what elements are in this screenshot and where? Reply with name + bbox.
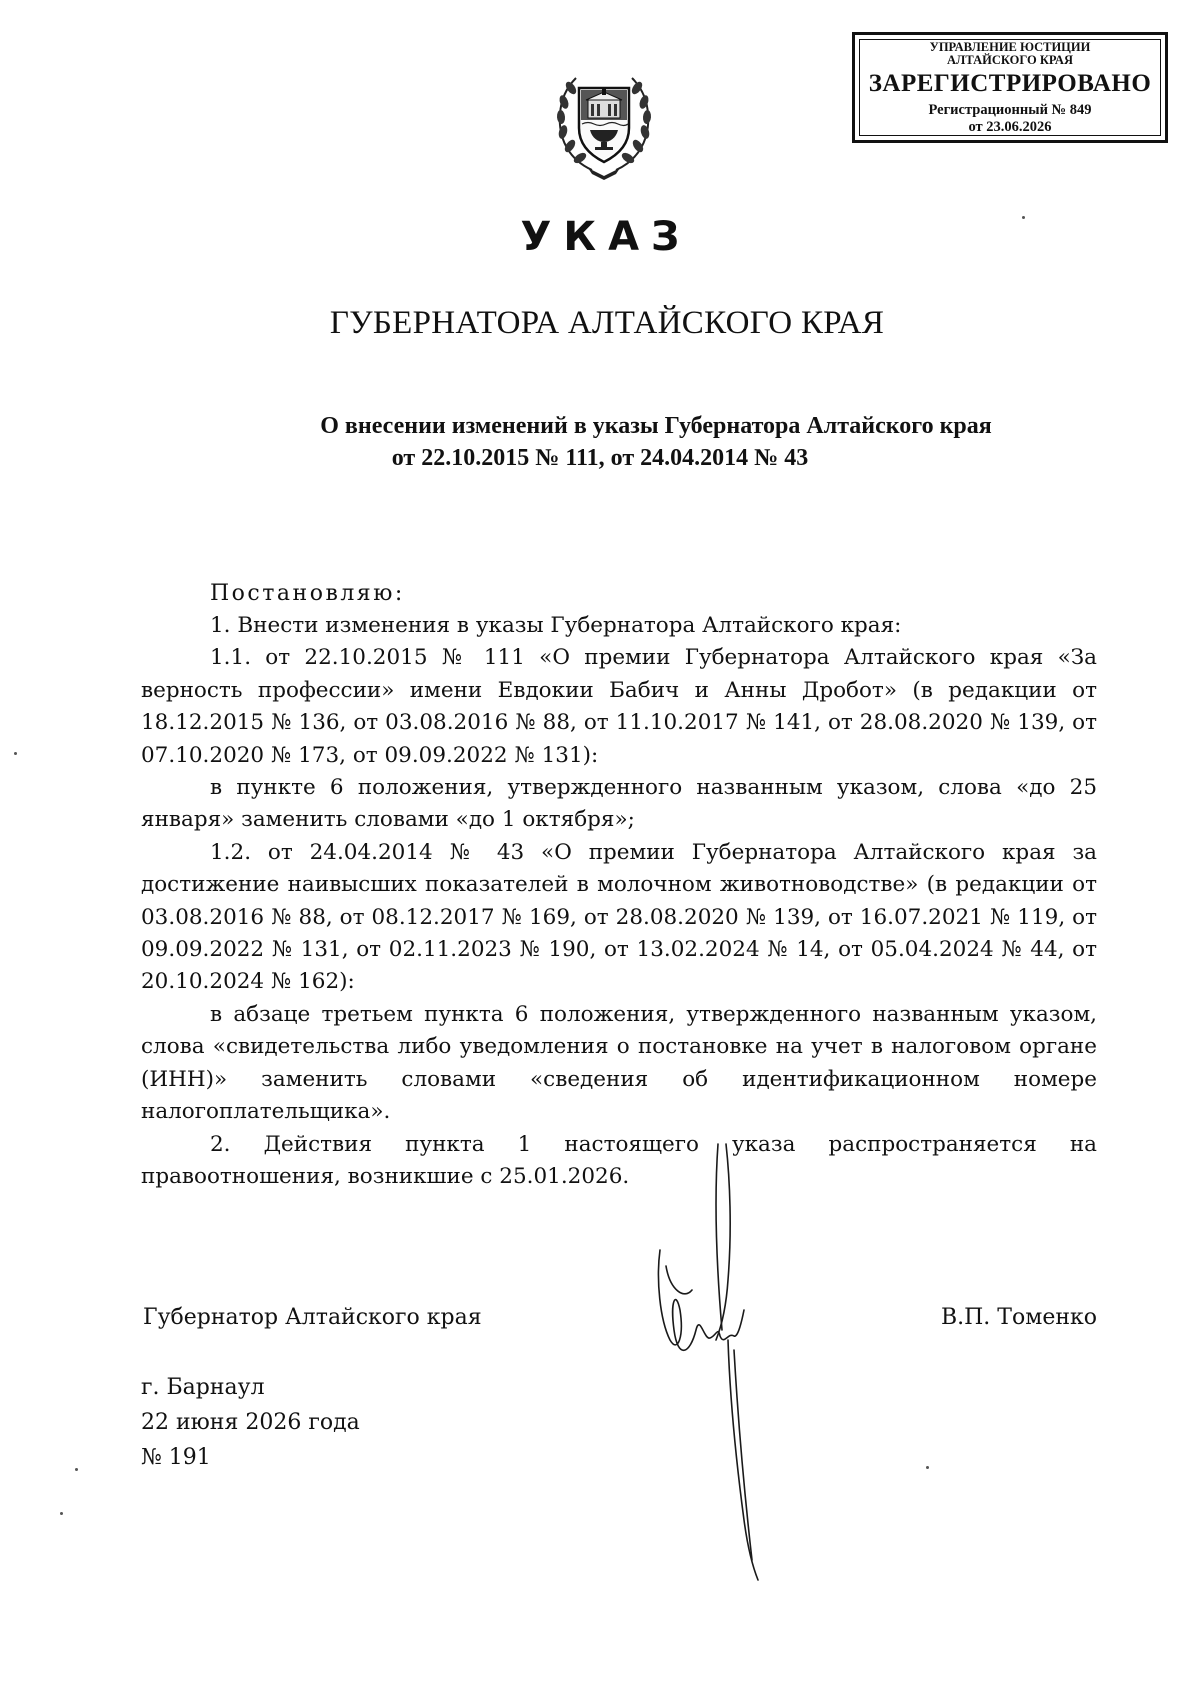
paragraph-2: 2. Действия пункта 1 настоящего указа распространяется на правоотношения, возникшие с 25.01.2026.: [141, 1131, 1097, 1189]
decree-body: [141, 610, 1097, 1193]
place: г. Барнаул: [141, 1375, 265, 1400]
stamp-org-line2: АЛТАЙСКОГО КРАЯ: [947, 53, 1073, 67]
subject-line-2: от 22.10.2015 № 111, от 24.04.2014 № 43: [391, 445, 809, 471]
stamp-date: от 23.06.2026: [968, 119, 1052, 135]
stamp-registration-number: Регистрационный № 849: [928, 102, 1092, 118]
preamble: Постановляю:: [210, 581, 405, 606]
scan-speck: [75, 1468, 78, 1471]
paragraph-1-2: 1.2. от 24.04.2014 № 43 «О премии Губернатора Алтайского края за достижение наивысших показателей в молочном животноводстве» (в редакции от 03.08.2016 № 88, от 08.12.2017 № 169, от 28.08.2020 № 139, от 16.07.2021 № 119, от 09.09.2022 № 131, от 02.11.2023 № 190, от 13.02.2024 № 14, от 05.04.2024 № 44, от 20.10.2024 № 162):: [141, 839, 1097, 995]
paragraph-1-2-change: в абзаце третьем пункта 6 положения, утвержденного названным указом, слова «свидетельства либо уведомления о постановке на учет в налоговом органе (ИНН)» заменить словами «сведения об идентификационном номере налогоплательщика».: [141, 1001, 1097, 1125]
coat-of-arms-icon: [552, 62, 656, 180]
paragraph-1-1: 1.1. от 22.10.2015 № 111 «О премии Губернатора Алтайского края «За верность профессии» имени Евдокии Бабич и Анны Дробот» (в редакции от 18.12.2015 № 136, от 03.08.2016 № 88, от 11.10.2017 № 141, от 28.08.2020 № 139, от 07.10.2020 № 173, от 09.09.2022 № 131):: [141, 645, 1097, 768]
stamp-status: ЗАРЕГИСТРИРОВАНО: [868, 70, 1152, 97]
document-number: № 191: [141, 1445, 211, 1470]
handwritten-signature: [640, 1140, 790, 1585]
document-subject: [0, 410, 1200, 474]
paragraph-1-1-change: в пункте 6 положения, утвержденного названным указом, слова «до 25 января» заменить словами «до 1 октября»;: [141, 775, 1097, 833]
signer-title: Губернатор Алтайского края: [143, 1305, 482, 1330]
scan-speck: [926, 1466, 929, 1469]
subject-line-1: О внесении изменений в указы Губернатора Алтайского края: [320, 413, 992, 439]
stamp-org-line1: УПРАВЛЕНИЕ ЮСТИЦИИ: [929, 40, 1091, 54]
scan-speck: [1022, 216, 1025, 219]
signer-name: В.П. Томенко: [940, 1305, 1097, 1330]
scan-speck: [14, 752, 17, 755]
paragraph-1: 1. Внести изменения в указы Губернатора Алтайского края:: [210, 613, 902, 638]
place-date-block: [141, 1370, 360, 1475]
document-type-title: УКАЗ: [520, 214, 692, 260]
issuer-title: ГУБЕРНАТОРА АЛТАЙСКОГО КРАЯ: [329, 305, 885, 341]
scan-speck: [60, 1512, 63, 1515]
registration-stamp: [852, 32, 1168, 143]
date: 22 июня 2026 года: [141, 1410, 360, 1435]
